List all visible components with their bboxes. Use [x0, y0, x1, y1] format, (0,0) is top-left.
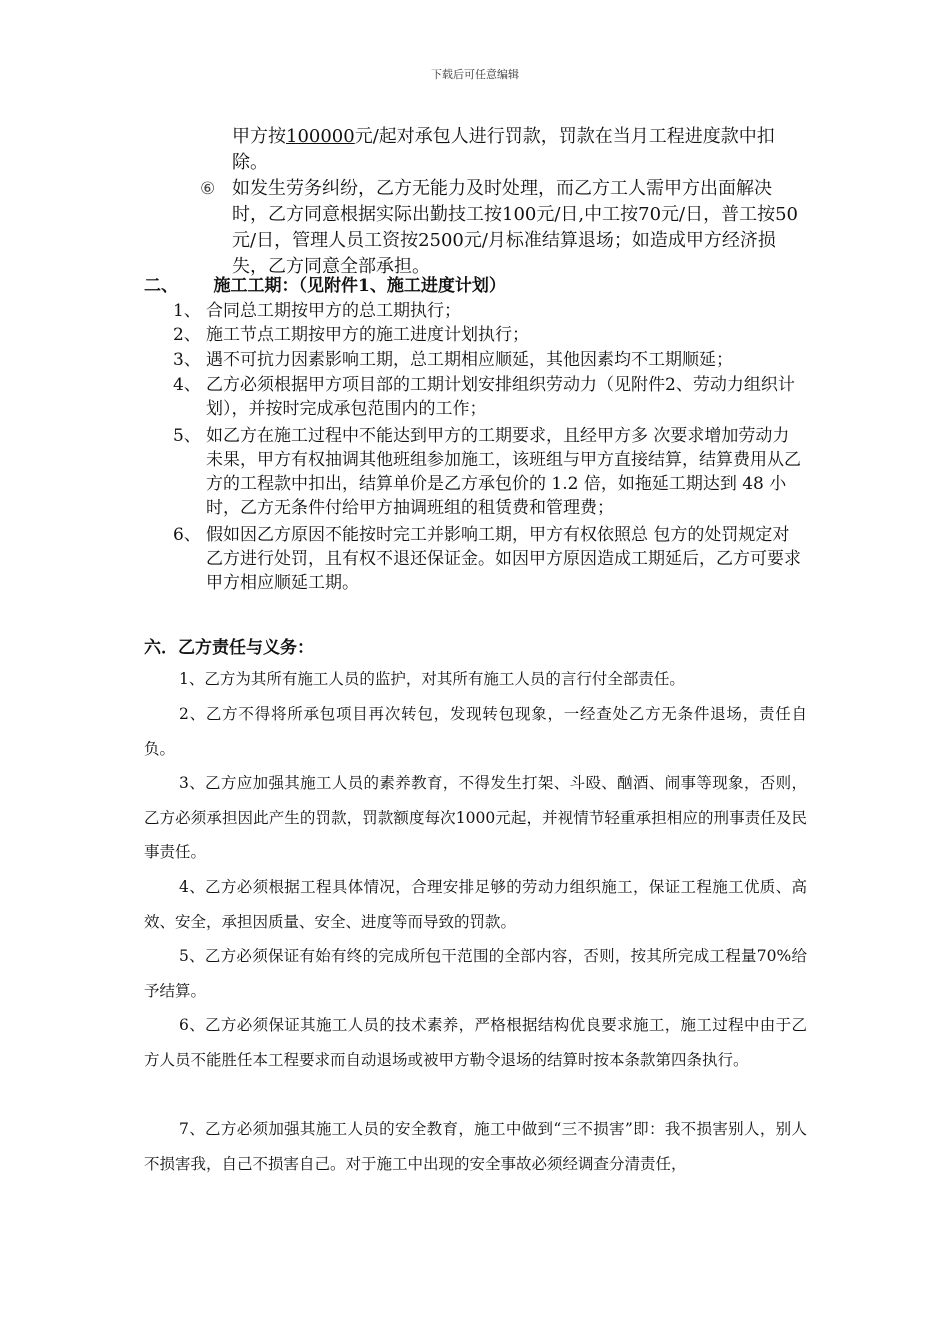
list-item: 遇不可抗力因素影响工期，总工期相应顺延，其他因素均不工期顺延；: [206, 350, 733, 370]
penalty-amount: 100000: [286, 126, 355, 147]
circled-number-6: ⑥: [200, 179, 216, 199]
section-2-number: 二、: [144, 276, 178, 296]
list-item-number: 1、: [173, 301, 201, 321]
clause-continuation-suffix: 元/起对承包人进行罚款，罚款在当月工程进度款中扣: [354, 126, 775, 147]
clause-continuation: [232, 124, 807, 176]
paragraph: 3、乙方应加强其施工人员的素养教育，不得发生打架、斗殴、酗酒、闹事等现象，否则，乙方必须承担因此产生的罚款，罚款额度每次1000元起，并视情节轻重承担相应的刑事责任及民事责任。: [144, 774, 807, 861]
page-header-note: 下载后可任意编辑: [431, 68, 519, 81]
list-item-number: 5、: [173, 426, 201, 446]
section-6-heading: 六．乙方责任与义务：: [144, 638, 314, 658]
list-item: 乙方必须根据甲方项目部的工期计划安排组织劳动力（见附件2、劳动力组织计划），并按时完成承包范围内的工作；: [206, 375, 795, 419]
list-item-number: 4、: [173, 375, 201, 395]
paragraph: 5、乙方必须保证有始有终的完成所包干范围的全部内容，否则，按其所完成工程量70%给予结算。: [144, 947, 807, 1000]
list-item: 合同总工期按甲方的总工期执行；: [206, 301, 461, 321]
paragraph: 6、乙方必须保证其施工人员的技术素养，严格根据结构优良要求施工，施工过程中由于乙方人员不能胜任本工程要求而自动退场或被甲方勒令退场的结算时按本条款第四条执行。: [144, 1016, 807, 1069]
section-2-title: 施工工期：（见附件1、施工进度计划）: [213, 276, 506, 296]
paragraph: 1、乙方为其所有施工人员的监护，对其所有施工人员的言行付全部责任。: [179, 670, 685, 688]
list-item-number: 3、: [173, 350, 201, 370]
clause-6-text: 如发生劳务纠纷，乙方无能力及时处理，而乙方工人需甲方出面解决时，乙方同意根据实际出勤技工按100元/日,中工按70元/日，普工按50元/日，管理人员工资按2500元/月标准结算退场；如造成甲方经济损失，乙方同意全部承担。: [232, 178, 799, 277]
list-item-number: 2、: [173, 325, 201, 345]
paragraph: 4、乙方必须根据工程具体情况，合理安排足够的劳动力组织施工，保证工程施工优质、高效、安全，承担因质量、安全、进度等而导致的罚款。: [144, 878, 807, 931]
paragraph: 2、乙方不得将所承包项目再次转包，发现转包现象，一经查处乙方无条件退场，责任自负。: [144, 705, 807, 758]
list-item: 如乙方在施工过程中不能达到甲方的工期要求，且经甲方多 次要求增加劳动力未果，甲方有权抽调其他班组参加施工，该班组与甲方直接结算，结算费用从乙方的工程款中扣出，结算单价是乙方承包价的 1.2 倍，如拖延工期达到 48 小时，乙方无条件付给甲方抽调班组的租赁费和管理费；: [206, 426, 801, 518]
clause-continuation-prefix: 甲方按: [232, 126, 286, 147]
list-item: 施工节点工期按甲方的施工进度计划执行；: [206, 325, 529, 345]
section-2-heading: [144, 274, 506, 298]
list-item-number: 6、: [173, 525, 201, 545]
list-item: 假如因乙方原因不能按时完工并影响工期，甲方有权依照总 包方的处罚规定对乙方进行处罚，且有权不退还保证金。如因甲方原因造成工期延后，乙方可要求甲方相应顺延工期。: [206, 525, 801, 593]
clause-continuation-end: 除。: [232, 152, 268, 173]
paragraph: 7、乙方必须加强其施工人员的安全教育，施工中做到“三不损害”即：我不损害别人，别人不损害我，自己不损害自己。对于施工中出现的安全事故必须经调查分清责任，: [144, 1120, 807, 1173]
